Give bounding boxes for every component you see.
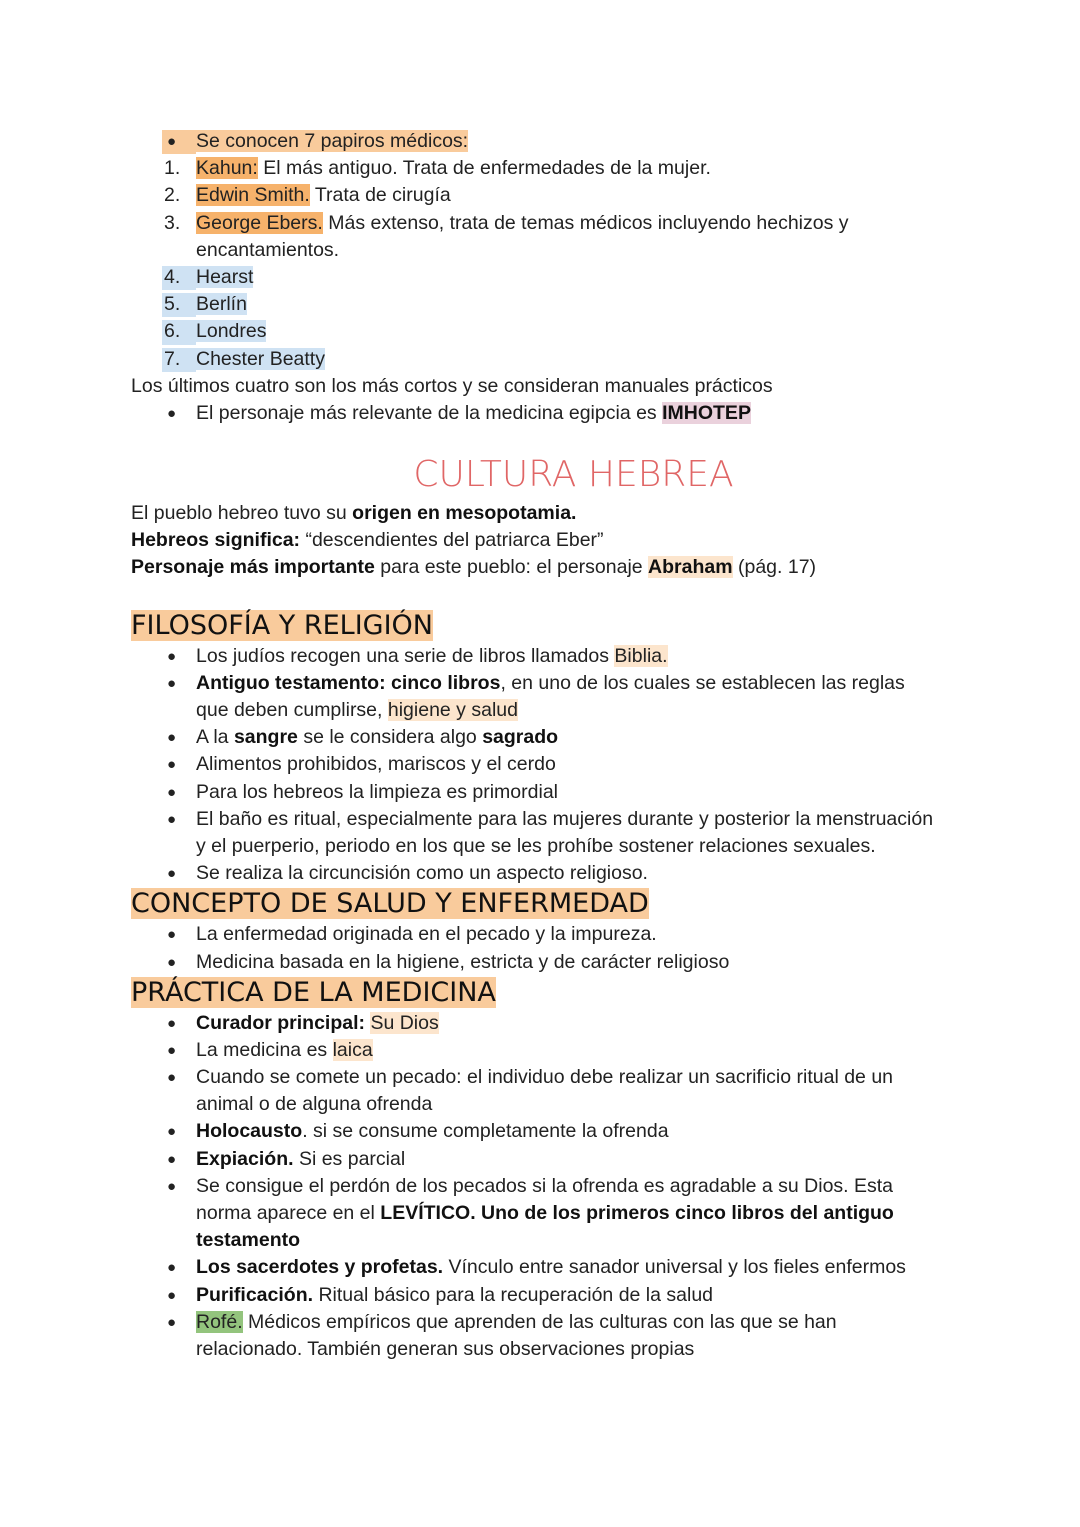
highlighted-text: Kahun: [196,157,258,180]
highlighted-text: FILOSOFÍA Y RELIGIÓN [131,609,433,641]
bullet-marker: ● [167,1286,177,1304]
bullet-item [131,1037,961,1064]
bullet-item [131,1309,961,1336]
text: Alimentos prohibidos, mariscos y el cerdo [196,753,556,776]
text-line [131,237,961,264]
list-number: 5. [164,293,181,316]
bold-text: LEVÍTICO. Uno de los primeros cinco libros del antiguo [380,1202,894,1224]
text: CULTURA HEBREA [413,454,734,496]
bullet-item [131,1146,961,1173]
highlighted-text: Se conocen 7 papiros médicos: [196,130,469,152]
text-line [131,833,961,860]
highlighted-text: Rofé. [196,1310,243,1333]
text-line [131,697,961,724]
bullet-marker: ● [167,926,177,944]
text: Se realiza la circuncisión como un aspecto religioso. [196,862,648,885]
bold-text: origen en mesopotamia. [352,502,577,525]
bullet-item [131,1282,961,1309]
bullet-marker: ● [167,810,177,828]
section-heading [131,887,961,921]
bullet-item [131,643,961,670]
text: y el puerperio, periodo en los que se les prohíbe sostener relaciones sexuales. [196,834,876,857]
text: Para los hebreos la limpieza es primordial [196,780,558,803]
text: El personaje más relevante de la medicina egipcia es [196,401,663,424]
text: “descendientes del patriarca Eber” [300,529,604,552]
text: . si se consume completamente la ofrenda [302,1120,669,1143]
text: La enfermedad originada en el pecado y la impureza. [196,923,657,946]
page-title [131,450,961,500]
text: Cuando se comete un pecado: el individuo debe realizar un sacrificio ritual de un [196,1066,894,1089]
bullet-marker: ● [167,647,177,665]
bullet-marker: ● [167,953,177,971]
bullet-item [131,128,961,155]
numbered-item [131,182,961,209]
highlighted-text: Chester Beatty [196,347,325,370]
bold-text: Expiación. [196,1147,294,1170]
text-line [131,500,961,527]
numbered-item [131,264,961,291]
highlighted-text: PRÁCTICA DE LA MEDICINA [131,976,496,1008]
text: Medicina basada en la higiene, estricta y de carácter religioso [196,950,730,973]
text: que deben cumplirse, [196,699,388,721]
text: para este pueblo: el personaje [374,556,649,579]
bullet-item [131,1254,961,1281]
list-number: 3. [164,211,181,234]
bullet-marker: ● [167,756,177,774]
section-heading [131,609,961,643]
text: se le considera algo [297,726,483,749]
text: (pág. 17) [732,556,817,579]
bullet-item [131,949,961,976]
bullet-item [131,1064,961,1091]
bold-text: Curador principal: [196,1011,366,1034]
highlighted-text: Edwin Smith. [196,184,310,207]
text: A la [196,726,234,749]
bullet-item [131,779,961,806]
section-heading [131,976,961,1010]
bold-text: Hebreos significa: [131,529,301,552]
bullet-item [131,670,961,697]
highlighted-text: Londres [196,320,267,343]
list-number: 6. [164,320,181,343]
bold-text: Holocausto [196,1120,303,1143]
bullet-marker: ● [167,133,177,150]
text-line [131,1336,961,1363]
text: El pueblo hebreo tuvo su [131,502,353,525]
bullet-item [131,1173,961,1200]
text-line [131,1227,961,1254]
text: Más extenso, trata de temas médicos incluyendo hechizos y [322,211,849,234]
text: El baño es ritual, especialmente para las mujeres durante y posterior la menstruación [196,807,934,830]
bullet-marker: ● [167,674,177,692]
text-line [131,527,961,554]
text: animal o de alguna ofrenda [196,1093,433,1116]
bullet-marker: ● [167,1041,177,1059]
text: Trata de cirugía [309,184,451,207]
highlighted-text: Su Dios [370,1011,439,1034]
text: Ritual básico para la recuperación de la salud [313,1283,714,1306]
numbered-item [131,155,961,182]
highlighted-text: higiene y salud [387,699,518,721]
highlighted-text: Biblia. [614,644,668,667]
bullet-marker: ● [167,1014,177,1032]
bullet-item [131,724,961,751]
numbered-item [131,346,961,373]
bullet-item [131,806,961,833]
highlighted-text: Abraham [648,556,733,579]
highlighted-text: Berlín [196,293,247,316]
text: , en uno de los cuales se establecen las reglas [500,671,905,694]
highlighted-text: laica [332,1038,373,1061]
list-number: 2. [164,184,181,207]
bullet-marker: ● [167,729,177,747]
bold-text: Personaje más importante [131,556,375,579]
bullet-marker: ● [167,1123,177,1141]
text: norma aparece en el [196,1202,381,1224]
numbered-item [131,291,961,318]
document-page [131,128,961,1363]
text: La medicina es [196,1038,333,1061]
text: encantamientos. [196,238,340,261]
highlighted-text: CONCEPTO DE SALUD Y ENFERMEDAD [131,888,649,920]
bold-text: testamento [196,1229,301,1252]
bullet-item [131,751,961,778]
bullet-marker: ● [167,404,177,422]
text: Vínculo entre sanador universal y los fieles enfermos [443,1256,906,1279]
bullet-marker: ● [167,783,177,801]
text: Los judíos recogen una serie de libros llamados [196,644,615,667]
bullet-marker: ● [167,1069,177,1087]
list-number: 4. [164,265,181,288]
highlighted-text: George Ebers. [196,211,323,234]
text: Los últimos cuatro son los más cortos y se consideran manuales prácticos [131,374,773,397]
highlighted-text: Hearst [196,265,254,288]
text: Se consigue el perdón de los pecados si la ofrenda es agradable a su Dios. Esta [196,1174,894,1197]
text: relacionado. También generan sus observaciones propias [196,1337,695,1360]
bullet-marker: ● [167,1259,177,1277]
text: Si es parcial [293,1147,406,1170]
text: Médicos empíricos que aprenden de las culturas con las que se han [242,1310,837,1333]
bold-text: Antiguo testamento: cinco libros [196,671,501,694]
bullet-item [131,400,961,427]
highlighted-text: IMHOTEP [662,401,751,424]
bold-text: Purificación. [196,1283,314,1306]
bullet-marker: ● [167,1177,177,1195]
list-number: 1. [164,157,181,180]
text-line [131,373,961,400]
text-line [131,1200,961,1227]
bullet-marker: ● [167,1150,177,1168]
numbered-item [131,210,961,237]
bullet-item [131,1118,961,1145]
bold-text: Los sacerdotes y profetas. [196,1256,444,1279]
numbered-item [131,318,961,345]
bold-text: sangre [233,726,298,749]
text-line [131,554,961,581]
list-number: 7. [164,347,181,370]
text: El más antiguo. Trata de enfermedades de la mujer. [257,157,711,180]
bold-text: sagrado [482,726,559,749]
bullet-item [131,860,961,887]
text-line [131,1091,961,1118]
bullet-marker: ● [167,865,177,883]
bullet-item [131,1010,961,1037]
bullet-item [131,921,961,948]
bullet-marker: ● [167,1313,177,1331]
